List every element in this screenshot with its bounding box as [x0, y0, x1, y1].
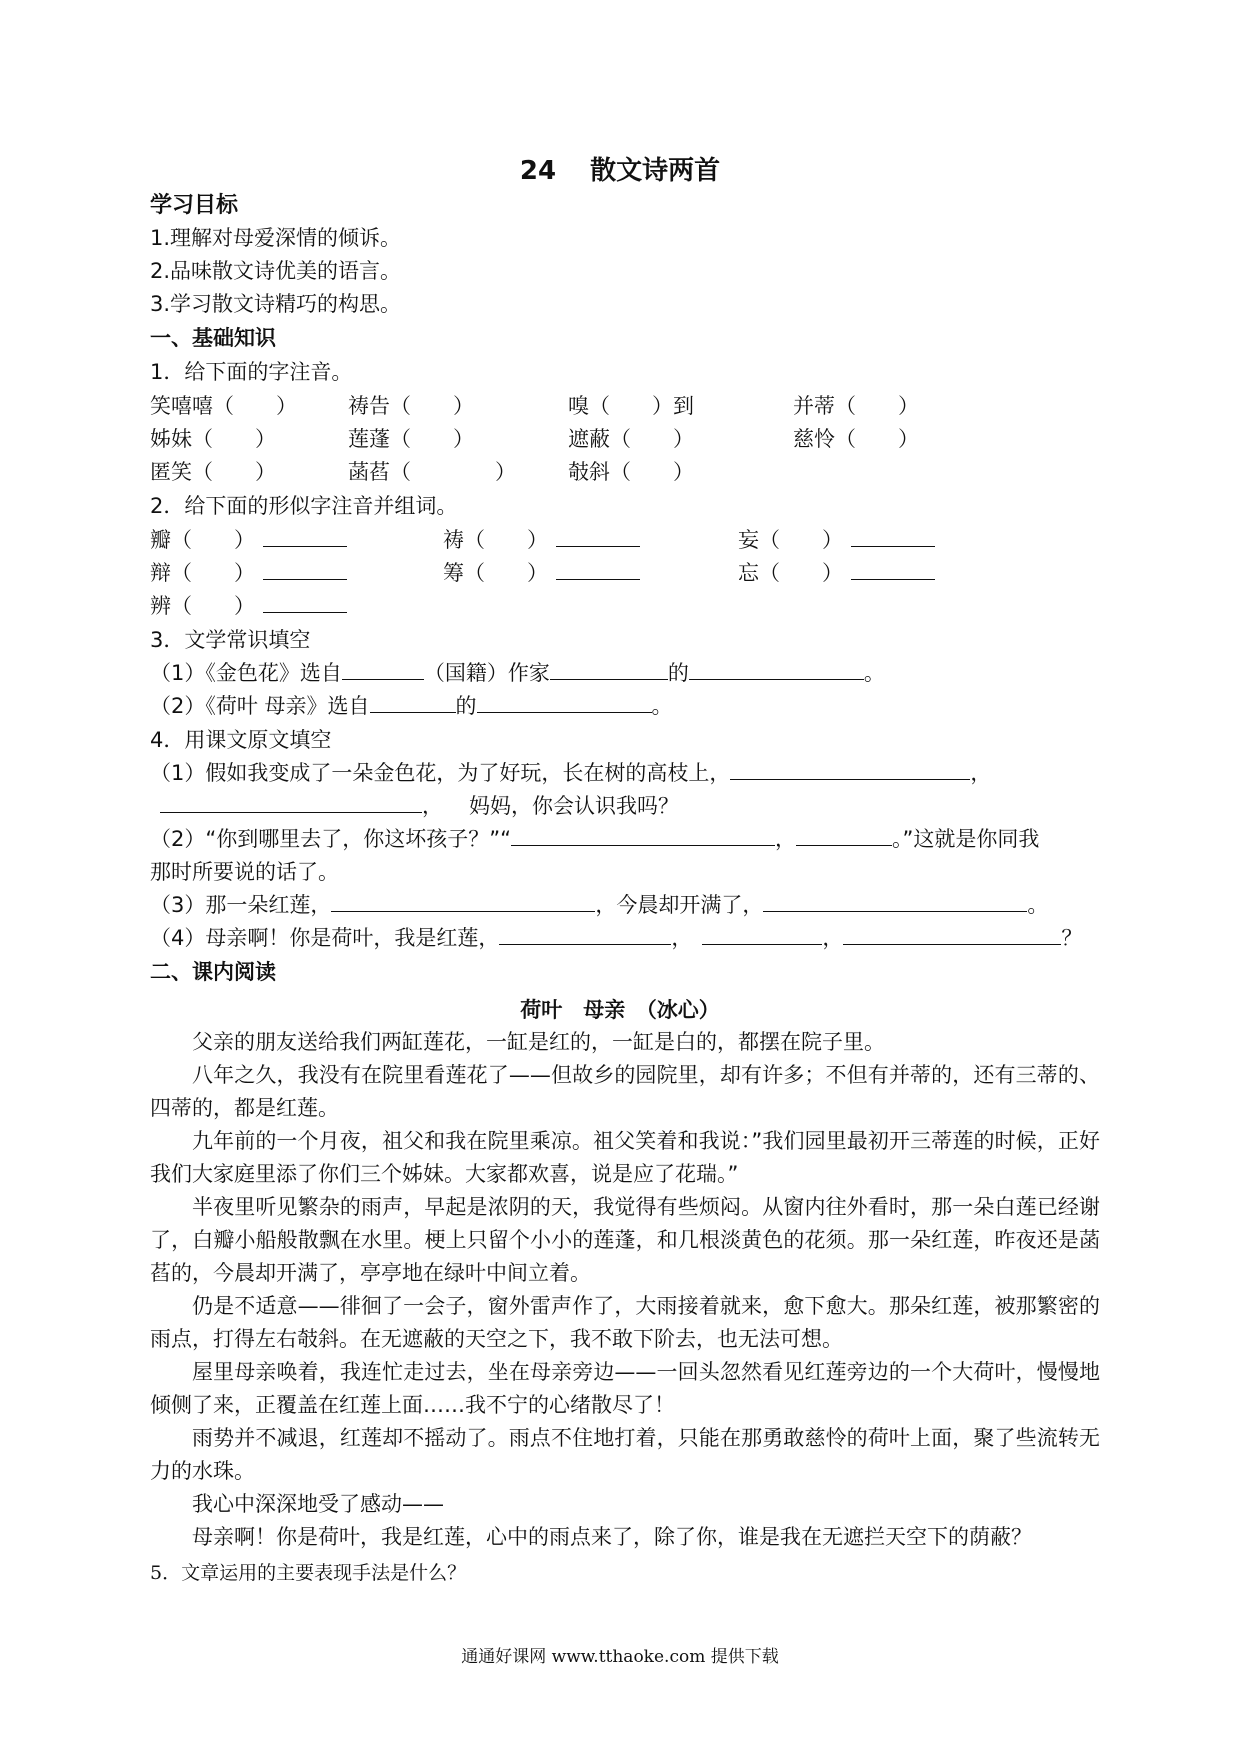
pinyin-item: 慈怜（ ）	[793, 427, 919, 451]
q4-line2: ， 妈妈，你会认识我吗？	[150, 790, 679, 820]
pinyin-item: 莲蓬（ ）	[348, 427, 474, 451]
pinyin-item: 笑嘻嘻（ ）	[150, 394, 297, 418]
answer-blank[interactable]	[331, 891, 595, 912]
similar-char-label: 筹（ ）	[443, 561, 548, 585]
passage-paragraph: 八年之久，我没有在院里看莲花了——但故乡的园院里，却有许多；不但有并蒂的，还有三蒂的、四蒂的，都是红莲。	[150, 1063, 1100, 1120]
pinyin-item: 遮蔽（ ）	[568, 427, 694, 451]
answer-blank[interactable]	[263, 559, 347, 580]
answer-blank[interactable]	[763, 891, 1027, 912]
answer-blank[interactable]	[160, 792, 422, 813]
answer-blank[interactable]	[370, 692, 456, 713]
similar-char-item	[443, 524, 640, 554]
pinyin-item: 姊妹（ ）	[150, 427, 276, 451]
lesson-title: 散文诗两首	[590, 156, 721, 186]
q3-line2: （2）《荷叶 母亲》选自 的 。	[150, 694, 673, 718]
similar-char-label: 瓣（ ）	[150, 528, 255, 552]
passage-title: 荷叶 母亲 （冰心）	[520, 998, 720, 1022]
q4-line5: （3）那一朵红莲， ，今晨却开满了， 。	[150, 893, 1049, 917]
similar-char-label: 祷（ ）	[443, 528, 548, 552]
similar-char-item	[738, 557, 935, 587]
similar-char-item	[150, 524, 347, 554]
pinyin-item: 祷告（ ）	[348, 394, 474, 418]
q1-prompt: 1．给下面的字注音。	[150, 360, 353, 384]
answer-blank[interactable]	[263, 592, 347, 613]
q4-prompt: 4．用课文原文填空	[150, 728, 332, 752]
pinyin-item: 并蒂（ ）	[793, 394, 919, 418]
q4-line3: （2）“你到哪里去了，你这坏孩子？”“ ， 。”这就是你同我	[150, 827, 1040, 851]
answer-blank[interactable]	[730, 759, 970, 780]
answer-blank[interactable]	[851, 559, 935, 580]
passage-paragraph: 半夜里听见繁杂的雨声，早起是浓阴的天，我觉得有些烦闷。从窗内往外看时，那一朵白莲已经谢了，白瓣小船般散飘在水里。梗上只留个小小的莲蓬，和几根淡黄色的花须。那一朵红莲，昨夜还是菡萏的，今晨却开满了，亭亭地在绿叶中间立着。	[150, 1195, 1100, 1285]
section2-heading: 二、课内阅读	[150, 960, 276, 984]
pinyin-item: 嗅（ ）到	[568, 394, 694, 418]
similar-char-item	[443, 557, 640, 587]
passage-paragraph: 母亲啊！你是荷叶，我是红莲，心中的雨点来了，除了你，谁是我在无遮拦天空下的荫蔽？	[192, 1525, 1032, 1549]
passage-paragraph: 雨势并不减退，红莲却不摇动了。雨点不住地打着，只能在那勇敢慈怜的荷叶上面，聚了些流转无力的水珠。	[150, 1426, 1100, 1483]
q4-line6: （4）母亲啊！你是荷叶，我是红莲， ， ， ？	[150, 926, 1083, 950]
q3-line1: （1）《金色花》选自 （国籍）作家 的 。	[150, 661, 885, 685]
answer-blank[interactable]	[550, 659, 668, 680]
lesson-number: 24	[519, 156, 557, 186]
answer-blank[interactable]	[556, 526, 640, 547]
answer-blank[interactable]	[511, 825, 775, 846]
passage-paragraph: 父亲的朋友送给我们两缸莲花，一缸是红的，一缸是白的，都摆在院子里。	[192, 1030, 885, 1054]
page-footer: 通通好课网 www.tthaoke.com 提供下载	[461, 1647, 779, 1667]
pinyin-item: 菡萏（ ）	[348, 460, 516, 484]
pinyin-item: 攲斜（ ）	[568, 460, 694, 484]
answer-blank[interactable]	[851, 526, 935, 547]
q4-line4: 那时所要说的话了。	[150, 860, 339, 884]
q2-prompt: 2．给下面的形似字注音并组词。	[150, 494, 458, 518]
similar-char-label: 忘（ ）	[738, 561, 843, 585]
objective-item: 3.学习散文诗精巧的构思。	[150, 292, 402, 316]
similar-char-label: 辨（ ）	[150, 594, 255, 618]
objective-item: 2.品味散文诗优美的语言。	[150, 259, 402, 283]
similar-char-label: 辩（ ）	[150, 561, 255, 585]
answer-blank[interactable]	[702, 924, 822, 945]
objective-item: 1.理解对母爱深情的倾诉。	[150, 226, 402, 250]
objectives-heading: 学习目标	[150, 193, 239, 218]
page-title	[0, 150, 1240, 187]
answer-blank[interactable]	[499, 924, 671, 945]
passage-paragraph: 我心中深深地受了感动——	[192, 1492, 444, 1516]
pinyin-item: 匿笑（ ）	[150, 460, 276, 484]
q3-prompt: 3．文学常识填空	[150, 628, 311, 652]
similar-char-item	[150, 590, 347, 620]
answer-blank[interactable]	[342, 659, 424, 680]
answer-blank[interactable]	[556, 559, 640, 580]
passage-paragraph: 九年前的一个月夜，祖父和我在院里乘凉。祖父笑着和我说：”我们园里最初开三蒂莲的时候，正好我们大家庭里添了你们三个姊妹。大家都欢喜，说是应了花瑞。”	[150, 1129, 1100, 1186]
answer-blank[interactable]	[477, 692, 652, 713]
q4-line1: （1）假如我变成了一朵金色花，为了好玩，长在树的高枝上， ，	[150, 761, 992, 785]
similar-char-label: 妄（ ）	[738, 528, 843, 552]
answer-blank[interactable]	[843, 924, 1061, 945]
section1-heading: 一、基础知识	[150, 326, 276, 350]
answer-blank[interactable]	[689, 659, 864, 680]
answer-blank[interactable]	[796, 825, 892, 846]
q5-prompt: 5．文章运用的主要表现手法是什么？	[150, 1562, 467, 1584]
answer-blank[interactable]	[263, 526, 347, 547]
passage-paragraph: 屋里母亲唤着，我连忙走过去，坐在母亲旁边——一回头忽然看见红莲旁边的一个大荷叶，慢慢地倾侧了来，正覆盖在红莲上面……我不宁的心绪散尽了！	[150, 1360, 1100, 1417]
passage-paragraph: 仍是不适意——徘徊了一会子，窗外雷声作了，大雨接着就来，愈下愈大。那朵红莲，被那繁密的雨点，打得左右攲斜。在无遮蔽的天空之下，我不敢下阶去，也无法可想。	[150, 1294, 1100, 1351]
similar-char-item	[738, 524, 935, 554]
similar-char-item	[150, 557, 347, 587]
